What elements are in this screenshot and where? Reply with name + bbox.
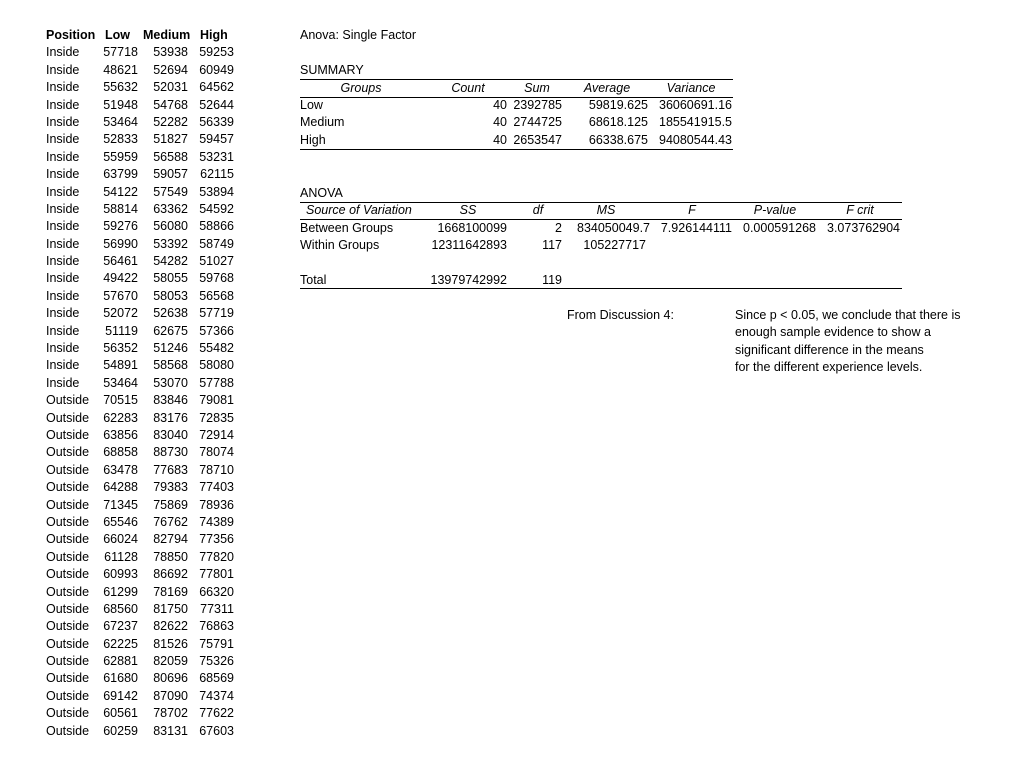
cell-low: 62225	[103, 636, 138, 651]
cell-medium: 81750	[153, 601, 188, 616]
cell-high: 57719	[199, 306, 234, 321]
header-low: Low	[105, 28, 130, 42]
cell-position: Outside	[46, 601, 90, 616]
cell-low: 53464	[103, 114, 138, 129]
cell-medium: 80696	[153, 671, 188, 686]
cell-position: Inside	[46, 271, 80, 286]
discussion-line-3: significant difference in the means	[735, 342, 924, 357]
cell-high: 62115	[200, 167, 234, 182]
cell-low: 68560	[103, 601, 138, 616]
cell-low: 51948	[103, 97, 138, 112]
anova-header-source: Source of Variation	[306, 203, 412, 217]
cell-high: 77403	[199, 480, 234, 495]
cell-medium: 83176	[153, 410, 188, 425]
cell-low: 60993	[103, 567, 138, 582]
cell-low: 70515	[103, 393, 138, 408]
cell-high: 56339	[199, 114, 234, 129]
cell-low: 69142	[103, 688, 138, 703]
cell-position: Inside	[46, 375, 80, 390]
cell-position: Inside	[46, 236, 80, 251]
cell-low: 60259	[103, 723, 138, 738]
cell-position: Inside	[46, 167, 80, 182]
cell-high: 78710	[199, 462, 234, 477]
cell-high: 77622	[199, 706, 234, 721]
cell-high: 53231	[199, 149, 234, 164]
cell-position: Outside	[46, 393, 90, 408]
cell-low: 54122	[103, 184, 138, 199]
cell-medium: 58568	[153, 358, 188, 373]
cell-low: 56461	[103, 254, 138, 269]
cell-position: Inside	[46, 62, 80, 77]
summary-header-variance: Variance	[666, 81, 716, 95]
cell-medium: 52031	[153, 80, 188, 95]
summary-average: 66338.675	[588, 132, 648, 147]
anova-header-f: F	[688, 203, 696, 217]
cell-low: 60561	[103, 706, 138, 721]
total-df: 119	[542, 273, 562, 287]
cell-position: Outside	[46, 567, 90, 582]
between-ms: 834050049.7	[577, 221, 650, 235]
cell-high: 68569	[199, 671, 234, 686]
cell-medium: 83131	[153, 723, 188, 738]
cell-position: Outside	[46, 619, 90, 634]
summary-label: SUMMARY	[300, 63, 364, 77]
cell-position: Inside	[46, 149, 80, 164]
cell-high: 74374	[199, 688, 234, 703]
summary-header-average: Average	[583, 81, 631, 95]
within-ms: 105227717	[583, 238, 646, 252]
between-label: Between Groups	[300, 221, 394, 235]
cell-position: Outside	[46, 636, 90, 651]
cell-low: 55632	[103, 80, 138, 95]
cell-medium: 82622	[153, 619, 188, 634]
cell-low: 56352	[103, 341, 138, 356]
within-ss: 12311642893	[431, 238, 507, 252]
cell-medium: 63362	[153, 201, 188, 216]
cell-low: 48621	[103, 62, 138, 77]
cell-medium: 53938	[153, 45, 188, 60]
cell-position: Outside	[46, 532, 90, 547]
cell-medium: 53392	[153, 236, 188, 251]
cell-high: 52644	[199, 97, 234, 112]
cell-high: 60949	[199, 62, 234, 77]
cell-position: Inside	[46, 45, 80, 60]
discussion-line-2: enough sample evidence to show a	[735, 325, 931, 340]
summary-sum: 2392785	[513, 98, 562, 112]
cell-high: 74389	[199, 514, 234, 529]
cell-high: 54592	[199, 201, 234, 216]
cell-medium: 56080	[153, 219, 188, 234]
summary-header-sum: Sum	[524, 81, 550, 95]
cell-position: Inside	[46, 358, 80, 373]
cell-medium: 51827	[153, 132, 188, 147]
header-high: High	[200, 28, 228, 42]
cell-medium: 62675	[153, 323, 188, 338]
cell-medium: 54282	[153, 254, 188, 269]
cell-medium: 53070	[153, 375, 188, 390]
cell-position: Outside	[46, 462, 90, 477]
summary-group: High	[300, 132, 326, 147]
cell-low: 59276	[103, 219, 138, 234]
cell-low: 58814	[103, 201, 138, 216]
cell-high: 67603	[199, 723, 234, 738]
cell-medium: 56588	[153, 149, 188, 164]
cell-medium: 51246	[153, 341, 188, 356]
summary-variance: 185541915.5	[659, 115, 732, 130]
cell-position: Inside	[46, 254, 80, 269]
cell-medium: 78169	[153, 584, 188, 599]
cell-low: 65546	[103, 514, 138, 529]
cell-high: 72835	[199, 410, 234, 425]
cell-low: 52072	[103, 306, 138, 321]
cell-medium: 57549	[153, 184, 188, 199]
cell-medium: 83040	[153, 427, 188, 442]
anova-header-ms: MS	[596, 203, 616, 217]
cell-low: 61299	[103, 584, 138, 599]
cell-medium: 81526	[153, 636, 188, 651]
cell-high: 59253	[199, 45, 234, 60]
cell-low: 57670	[103, 288, 138, 303]
cell-high: 53894	[199, 184, 234, 199]
between-pvalue: 0.000591268	[743, 221, 816, 235]
cell-high: 66320	[199, 584, 234, 599]
cell-high: 78074	[199, 445, 234, 460]
summary-sum: 2653547	[513, 132, 562, 147]
header-medium: Medium	[143, 28, 191, 42]
summary-variance: 94080544.43	[659, 132, 732, 147]
cell-medium: 82059	[153, 654, 188, 669]
cell-medium: 82794	[153, 532, 188, 547]
summary-average: 68618.125	[588, 115, 648, 130]
cell-low: 61680	[103, 671, 138, 686]
cell-medium: 58055	[153, 271, 188, 286]
anova-title: Anova: Single Factor	[300, 28, 417, 42]
cell-position: Outside	[46, 688, 90, 703]
cell-low: 71345	[103, 497, 138, 512]
cell-high: 51027	[199, 254, 234, 269]
cell-position: Outside	[46, 445, 90, 460]
cell-low: 55959	[103, 149, 138, 164]
cell-low: 66024	[103, 532, 138, 547]
cell-low: 49422	[103, 271, 138, 286]
cell-medium: 58053	[153, 288, 188, 303]
summary-variance: 36060691.16	[659, 98, 732, 112]
cell-low: 63478	[103, 462, 138, 477]
between-fcrit: 3.073762904	[827, 221, 900, 235]
cell-high: 57366	[199, 323, 234, 338]
cell-position: Inside	[46, 184, 80, 199]
cell-position: Outside	[46, 427, 90, 442]
cell-position: Inside	[46, 97, 80, 112]
cell-position: Outside	[46, 480, 90, 495]
cell-position: Inside	[46, 288, 80, 303]
cell-position: Outside	[46, 549, 90, 564]
cell-medium: 54768	[153, 97, 188, 112]
cell-high: 57788	[199, 375, 234, 390]
within-label: Within Groups	[300, 238, 380, 252]
cell-medium: 88730	[153, 445, 188, 460]
cell-position: Inside	[46, 114, 80, 129]
cell-low: 67237	[103, 619, 138, 634]
cell-medium: 79383	[153, 480, 188, 495]
cell-position: Outside	[46, 671, 90, 686]
cell-medium: 52638	[153, 306, 188, 321]
discussion-label: From Discussion 4:	[567, 308, 674, 322]
cell-high: 78936	[199, 497, 234, 512]
cell-high: 59768	[199, 271, 234, 286]
cell-high: 77801	[199, 567, 234, 582]
cell-high: 76863	[199, 619, 234, 634]
summary-header-count: Count	[451, 81, 485, 95]
cell-low: 51119	[105, 323, 138, 338]
anova-header-fcrit: F crit	[846, 203, 874, 217]
cell-high: 59457	[199, 132, 234, 147]
header-position: Position	[46, 28, 96, 42]
cell-low: 54891	[103, 358, 138, 373]
summary-sum: 2744725	[513, 115, 562, 130]
discussion-line-4: for the different experience levels.	[735, 360, 923, 375]
cell-high: 56568	[199, 288, 234, 303]
cell-medium: 52282	[153, 114, 188, 129]
cell-high: 55482	[199, 341, 234, 356]
cell-medium: 76762	[153, 514, 188, 529]
cell-medium: 52694	[153, 62, 188, 77]
summary-bottom-rule	[300, 149, 733, 150]
between-df: 2	[555, 221, 562, 235]
cell-medium: 77683	[153, 462, 188, 477]
cell-high: 58080	[199, 358, 234, 373]
cell-high: 75326	[199, 654, 234, 669]
within-df: 117	[542, 238, 562, 252]
cell-position: Outside	[46, 654, 90, 669]
cell-position: Inside	[46, 219, 80, 234]
cell-low: 63856	[103, 427, 138, 442]
cell-high: 77356	[199, 532, 234, 547]
cell-medium: 87090	[153, 688, 188, 703]
summary-average: 59819.625	[588, 98, 648, 112]
cell-medium: 75869	[153, 497, 188, 512]
cell-low: 57718	[103, 45, 138, 60]
summary-group: Medium	[300, 115, 345, 130]
summary-count: 40	[493, 115, 507, 130]
cell-medium: 83846	[153, 393, 188, 408]
cell-position: Inside	[46, 341, 80, 356]
total-ss: 13979742992	[430, 273, 507, 287]
cell-high: 75791	[199, 636, 234, 651]
cell-low: 64288	[103, 480, 138, 495]
cell-high: 77311	[200, 601, 234, 616]
cell-high: 77820	[199, 549, 234, 564]
cell-low: 62283	[103, 410, 138, 425]
cell-medium: 86692	[153, 567, 188, 582]
anova-header-df: df	[532, 203, 544, 217]
cell-low: 53464	[103, 375, 138, 390]
summary-group: Low	[300, 98, 323, 112]
cell-position: Inside	[46, 201, 80, 216]
cell-position: Outside	[46, 723, 90, 738]
anova-header-pvalue: P-value	[753, 203, 797, 217]
summary-header-groups: Groups	[340, 81, 382, 95]
cell-low: 56990	[103, 236, 138, 251]
cell-position: Outside	[46, 584, 90, 599]
anova-label: ANOVA	[300, 186, 343, 200]
cell-position: Inside	[46, 80, 80, 95]
cell-low: 52833	[103, 132, 138, 147]
cell-high: 58866	[199, 219, 234, 234]
summary-count: 40	[493, 98, 507, 112]
total-label: Total	[300, 273, 327, 287]
discussion-line-1: Since p < 0.05, we conclude that there is	[735, 308, 961, 322]
cell-medium: 78850	[153, 549, 188, 564]
cell-position: Outside	[46, 514, 90, 529]
between-ss: 1668100099	[437, 221, 507, 235]
cell-high: 64562	[199, 80, 234, 95]
cell-high: 72914	[199, 427, 234, 442]
anova-total-rule	[300, 288, 902, 289]
cell-position: Inside	[46, 306, 80, 321]
cell-position: Outside	[46, 410, 90, 425]
cell-medium: 59057	[153, 167, 188, 182]
cell-position: Inside	[46, 323, 80, 338]
cell-low: 62881	[103, 654, 138, 669]
between-f: 7.926144111	[660, 221, 732, 235]
cell-position: Outside	[46, 497, 90, 512]
cell-low: 68858	[103, 445, 138, 460]
cell-position: Outside	[46, 706, 90, 721]
cell-low: 63799	[103, 167, 138, 182]
cell-medium: 78702	[153, 706, 188, 721]
cell-high: 58749	[199, 236, 234, 251]
anova-header-ss: SS	[459, 203, 477, 217]
cell-position: Inside	[46, 132, 80, 147]
cell-low: 61128	[104, 549, 138, 564]
summary-count: 40	[493, 132, 507, 147]
cell-high: 79081	[199, 393, 234, 408]
